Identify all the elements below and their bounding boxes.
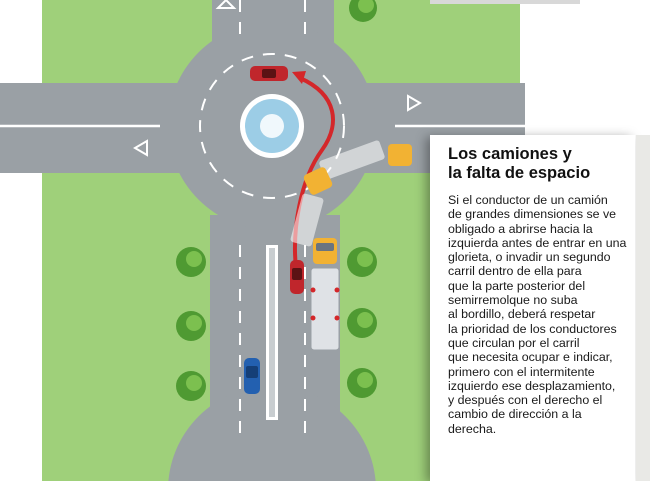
card-body-line: que la parte posterior del [448,278,586,293]
card-body-line: la prioridad de los conductores [448,321,617,336]
card-body-line: primero con el intermitente [448,364,595,379]
card-body-line: y después con el derecho el [448,393,603,408]
card-body-line: carril dentro de ella para [448,264,582,279]
tree-icon [347,368,377,398]
card-body-line: al bordillo, deberá respetar [448,307,596,322]
card-body [448,193,627,436]
card-body-line: obligado a abrirse hacia la [448,221,593,236]
card-body-line: derecha. [448,421,497,436]
card-edge-strip [636,135,650,481]
card-body-line: que necesita ocupar e indicar, [448,350,613,365]
median-inner [269,248,275,417]
card-body-line: cambio de dirección a la [448,407,582,422]
info-card [430,135,635,481]
white-left-margin [0,0,42,481]
car-icon [244,358,260,394]
card-body-line: izquierdo ese desplazamiento, [448,378,616,393]
card-body-line: Si el conductor de un camión [448,193,608,207]
card-body-line: izquierda antes de entrar en una [448,235,627,250]
card-title-line: Los camiones y [448,145,572,163]
tree-icon [176,311,206,341]
car-icon [290,260,304,294]
truck-icon [311,238,340,350]
card-title [448,145,623,183]
tree-icon [176,371,206,401]
card-body-line: de grandes dimensiones se ve [448,207,617,222]
tree-icon [347,247,377,277]
tree-icon [176,247,206,277]
tree-icon [347,308,377,338]
car-icon [250,66,288,81]
card-body-line: glorieta, o invadir un segundo [448,250,611,265]
truck-cab-ghost [388,144,412,166]
card-title-line: la falta de espacio [448,164,591,182]
card-body-line: semirremolque no suba [448,293,578,308]
card-body-line: que circulan por el carril [448,335,580,350]
